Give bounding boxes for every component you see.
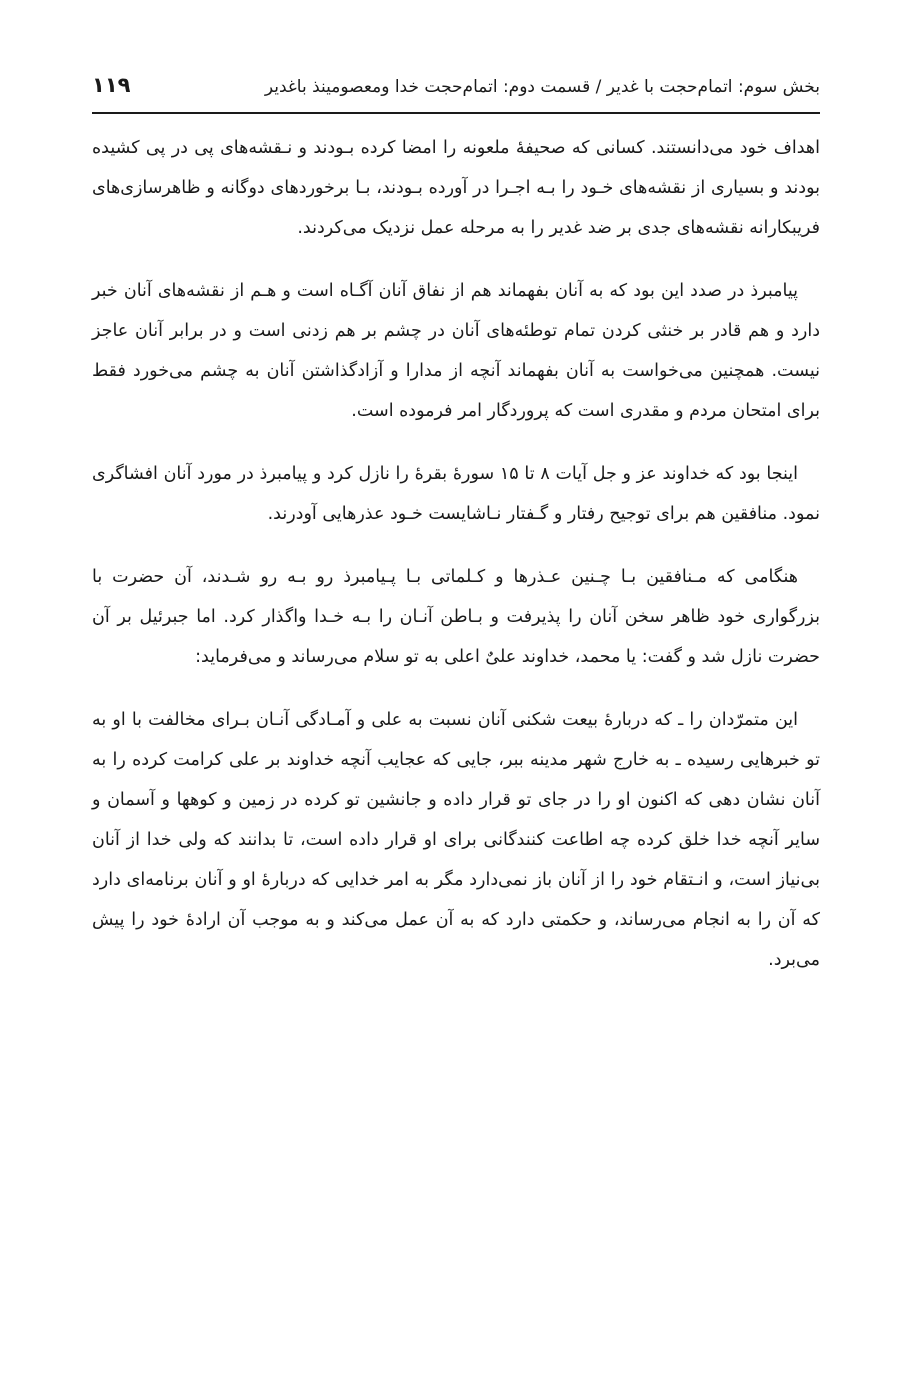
paragraph-1: اهداف خود می‌دانستند. کسانی که صحیفهٔ ملعونه را امضا کرده بـودند و نـقشه‌های پی در پی کشیده بودند و بسیاری از نقشه‌های خـود را بـه اجـرا در آورده بـودند، بـا برخوردهای دوگانه و ظاهرسازی‌های فریبکارانه نقشه‌های جدی بر ضد غدیر را به مرحله عمل نزدیک می‌کردند. bbox=[92, 138, 820, 238]
running-header bbox=[92, 70, 820, 114]
book-page bbox=[92, 70, 820, 1003]
paragraph-3: اینجا بود که خداوند عز و جل آیات ۸ تا ۱۵ سورهٔ بقرهٔ را نازل کرد و پیامبرذ در مورد آنان افشاگری نمود. منافقین هم برای توجیح رفتار و گـفتار نـاشایست خـود عذرهایی آودرند. bbox=[92, 464, 820, 524]
paragraph-5: این متمرّدان را ـ که دربارهٔ بیعت شکنی آنان نسبت به علی و آمـادگی آنـان بـرای مخالفت با او به تو خبرهایی رسیده ـ به خارج شهر مدینه ببر، جایی که عجایب آنچه خداوند بر علی کرامت کرده را به آنان نشان دهی که اکنون او را در جای تو قرار داده و جانشین تو کرده در زمین و کوهها و آسمان و سایر آنچه خدا خلق کرده چه اطاعت کنندگانی برای او قرار داده است، تا بدانند که ولی خدا از آنان بی‌نیاز است، و انـتقام خود را از آنان باز نمی‌دارد مگر به امر خدایی که دربارهٔ او و آنان برنامه‌ای دارد که آن را به انجام می‌رساند، و حکمتی دارد که به آن عمل می‌کند و به موجب آن ارادهٔ خود را پیش می‌برد. bbox=[92, 710, 820, 970]
running-title: بخش سوم: اتمام‌حجت با غدیر / قسمت دوم: اتمام‌حجت خدا ومعصومینذ باغدیر bbox=[264, 77, 820, 97]
body-text bbox=[92, 128, 820, 980]
paragraph-4: هنگامی که مـنافقین بـا چـنین عـذرها و کـلماتی بـا پـیامبرذ رو بـه رو شـدند، آن حضرت با بزرگواری خود ظاهر سخن آنان را پذیرفت و بـاطن آنـان را بـه خـدا واگذار کرد. اما جبرئیل بر آن حضرت نازل شد و گفت: یا محمد، خداوند علیٌ اعلی به تو سلام می‌رساند و می‌فرماید: bbox=[92, 567, 820, 667]
paragraph-2: پیامبرذ در صدد این بود که به آنان بفهماند هم از نفاق آنان آگـاه است و هـم از نقشه‌های آنان خبر دارد و هم قادر بر خنثی کردن تمام توطئه‌های آنان در چشم بر هم زدنی است و در برابر آنان عاجز نیست. همچنین می‌خواست به آنان بفهماند آنچه از مدارا و آزادگذاشتن آنان به چشم می‌خورد فقط برای امتحان مردم و مقدری است که پروردگار امر فرموده است. bbox=[92, 281, 820, 421]
page-number: ۱۱۹ bbox=[92, 73, 131, 97]
